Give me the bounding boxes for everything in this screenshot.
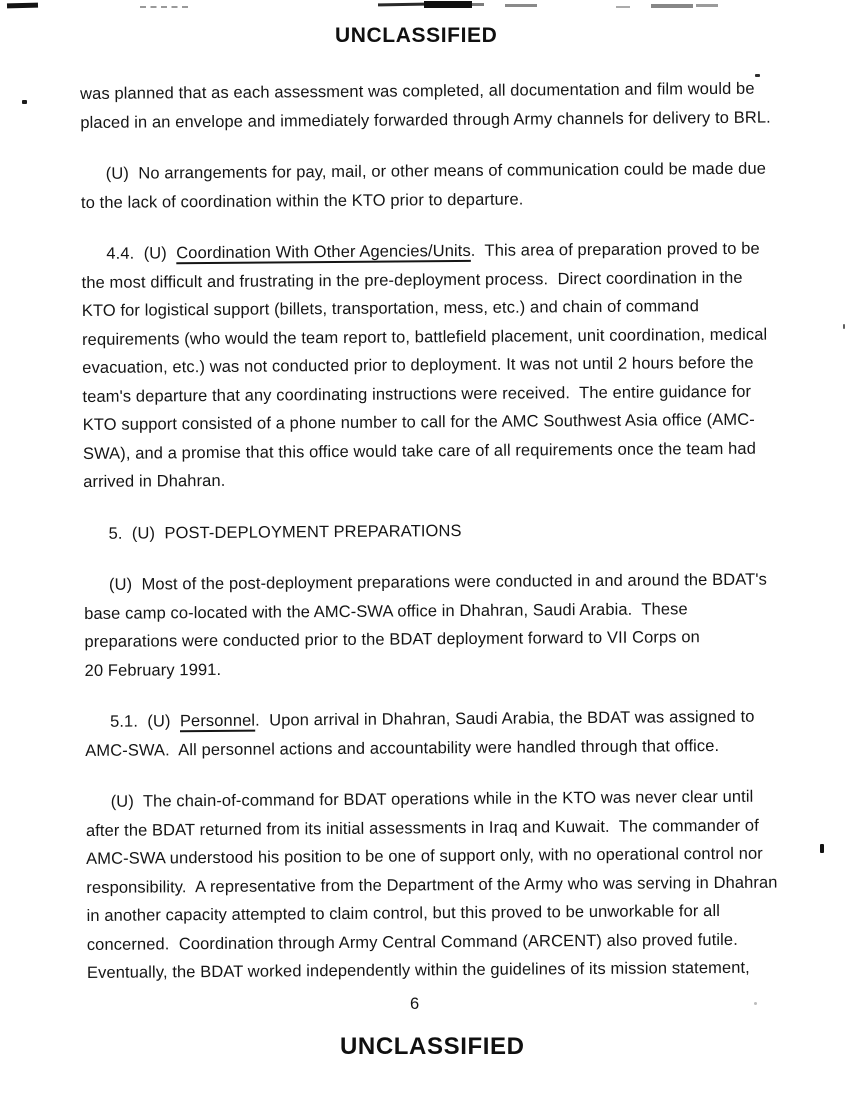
scan-artifact (378, 3, 424, 7)
paragraph (84, 565, 785, 684)
page-number: 6 (410, 995, 420, 1013)
text-line (80, 103, 780, 137)
scan-artifact (505, 4, 537, 7)
text-segment: (U) No arrangements for pay, mail, or other means of communication could be made due (105, 159, 767, 183)
text-segment: (U) Most of the post-deployment preparations were conducted in and around the BDAT's (108, 570, 767, 594)
text-segment: AMC-SWA understood his position to be one of support only, with no operational control nor (86, 844, 763, 868)
text-segment: KTO for logistical support (billets, transportation, mess, etc.) and chain of command (81, 297, 700, 320)
text-segment: AMC-SWA. All personnel actions and accountability were handled through that office. (85, 736, 720, 760)
text-segment: the most difficult and frustrating in the pre-deployment process. Direct coordination in the (81, 268, 743, 292)
text-segment: to the lack of coordination within the KTO prior to departure. (80, 190, 524, 212)
text-segment: SWA), and a promise that this office would take care of all requirements once the team had (82, 439, 756, 463)
text-segment: team's departure that any coordinating instructions were received. The entire guidance for (82, 382, 752, 406)
scan-artifact (472, 3, 484, 6)
text-segment: evacuation, etc.) was not conducted prior to deployment. It was not until 2 hours before the (82, 353, 754, 377)
paragraph (80, 75, 780, 137)
text-segment: requirements (who would the team report to, battlefield placement, unit coordination, medical (81, 325, 768, 349)
text-segment: base camp co-located with the AMC-SWA office in Dhahran, Saudi Arabia. These (84, 599, 688, 623)
footer-classification-banner: UNCLASSIFIED (340, 1033, 525, 1060)
scan-artifact (7, 3, 38, 9)
text-line (87, 953, 787, 987)
text-segment: preparations were conducted prior to the BDAT deployment forward to VII Corps on (84, 628, 700, 651)
text-segment: arrived in Dhahran. (83, 471, 226, 491)
text-segment: 20 February 1991. (84, 660, 222, 680)
paragraph (86, 782, 788, 987)
paragraph (81, 234, 783, 496)
text-line (83, 514, 783, 548)
scan-artifact (616, 6, 630, 8)
underlined-text: Coordination With Other Agencies/Units (176, 241, 471, 263)
text-segment: Eventually, the BDAT worked independently within the guidelines of its mission statement, (86, 958, 750, 982)
header-classification-banner: UNCLASSIFIED (335, 24, 498, 47)
scan-speck (22, 100, 27, 104)
scan-artifact (424, 1, 472, 8)
text-segment: in another capacity attempted to claim control, but this proved to be unworkable for all (86, 901, 721, 925)
text-line (81, 183, 781, 217)
text-segment: placed in an envelope and immediately forwarded through Army channels for delivery to BRL. (80, 108, 771, 132)
text-segment: was planned that as each assessment was completed, all documentation and film would be (80, 79, 755, 103)
text-line (84, 622, 784, 656)
scan-artifact (651, 4, 693, 8)
text-line (83, 462, 783, 496)
text-segment: KTO support consisted of a phone number to call for the AMC Southwest Asia office (AMC- (82, 410, 755, 434)
document-body (80, 75, 787, 1011)
text-segment: responsibility. A representative from the Department of the Army who was serving in Dhahran (86, 873, 778, 897)
scan-artifact (140, 6, 188, 8)
paragraph (83, 514, 783, 548)
text-segment: (U) The chain-of-command for BDAT operations while in the KTO was never clear until (110, 787, 754, 811)
text-line (81, 154, 781, 188)
scan-speck (820, 844, 824, 853)
scan-speck (843, 324, 845, 329)
text-segment: 5. (U) POST-DEPLOYMENT PREPARATIONS (108, 521, 462, 543)
underlined-text: Personnel (179, 711, 256, 731)
paragraph (85, 702, 785, 764)
text-segment: 4.4. (U) (106, 244, 177, 263)
text-segment: . Upon arrival in Dhahran, Saudi Arabia, the BDAT was assigned to (255, 707, 755, 730)
text-line (85, 651, 785, 685)
text-segment: 5.1. (U) (109, 712, 180, 731)
scan-artifact (696, 4, 718, 7)
text-segment: concerned. Coordination through Army Central Command (ARCENT) also proved futile. (86, 930, 738, 954)
text-segment: . This area of preparation proved to be (470, 239, 760, 260)
text-line (85, 731, 785, 765)
paragraph (81, 154, 781, 216)
text-segment: after the BDAT returned from its initial assessments in Iraq and Kuwait. The commander of (85, 816, 759, 840)
text-line (83, 434, 783, 468)
